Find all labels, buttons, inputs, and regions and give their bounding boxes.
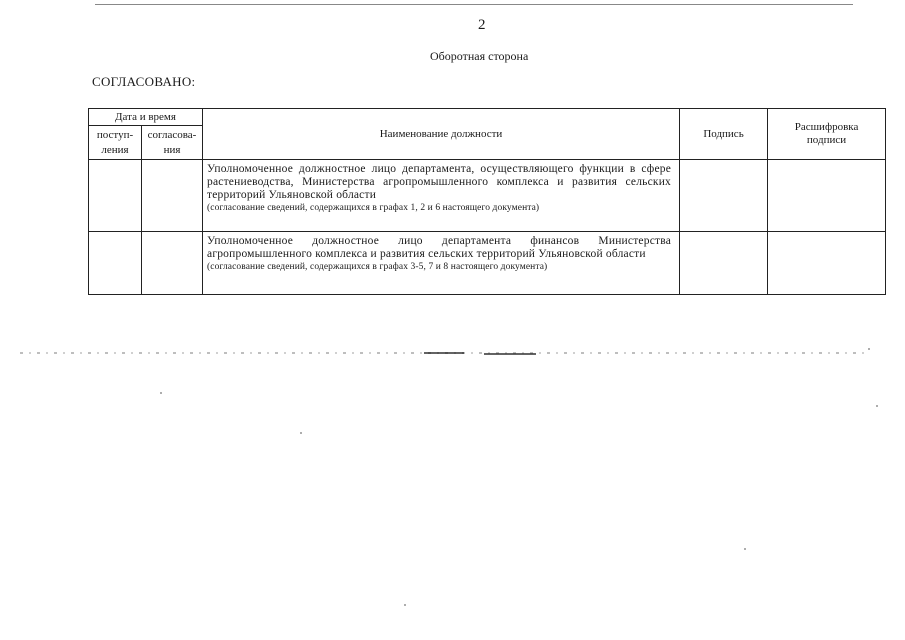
table-row bbox=[89, 160, 886, 232]
top-rule bbox=[95, 4, 853, 5]
position-text: Уполномоченное должностное лицо департамента финансов Министерства агропромышленного комплекса и развития сельских территорий Ульяновской области bbox=[207, 235, 672, 260]
position-name-header: Наименование должности bbox=[203, 109, 680, 160]
received-date-cell bbox=[89, 232, 142, 295]
scan-speck bbox=[876, 405, 878, 407]
approval-heading: СОГЛАСОВАНО: bbox=[92, 74, 196, 89]
signature-decoding-cell bbox=[768, 160, 886, 232]
signature-cell bbox=[680, 160, 768, 232]
position-text: Уполномоченное должностное лицо департамента, осуществляющего функции в сфере растениеводства, Министерства агропромышленного комплекса и развития сельских территорий Ульяновской области bbox=[207, 163, 672, 201]
date-time-header: Дата и время bbox=[89, 109, 203, 126]
signature-header: Подпись bbox=[680, 109, 768, 160]
signature-decoding-cell bbox=[768, 232, 886, 295]
page-subtitle: Оборотная сторона bbox=[430, 49, 529, 63]
table-row bbox=[89, 232, 886, 295]
scan-speck bbox=[160, 392, 162, 394]
position-cell bbox=[203, 160, 680, 232]
page-number: 2 bbox=[478, 17, 486, 33]
scan-artifact-dash bbox=[484, 353, 536, 355]
position-cell bbox=[203, 232, 680, 295]
scan-artifact-dash bbox=[424, 352, 464, 354]
signature-decoding-header: Расшифровка подписи bbox=[768, 109, 886, 160]
position-note: (согласование сведений, содержащихся в графах 3-5, 7 и 8 настоящего документа) bbox=[207, 262, 548, 272]
approved-header: согласова- ния bbox=[142, 126, 203, 160]
approval-table bbox=[88, 108, 886, 295]
signature-cell bbox=[680, 232, 768, 295]
scan-speck bbox=[300, 432, 302, 434]
approved-date-cell bbox=[142, 232, 203, 295]
scan-speck bbox=[868, 348, 870, 350]
received-header: поступ- ления bbox=[89, 126, 142, 160]
received-date-cell bbox=[89, 160, 142, 232]
position-note: (согласование сведений, содержащихся в графах 1, 2 и 6 настоящего документа) bbox=[207, 203, 540, 213]
scan-speck bbox=[744, 548, 746, 550]
approved-date-cell bbox=[142, 160, 203, 232]
scan-speck bbox=[404, 604, 406, 606]
